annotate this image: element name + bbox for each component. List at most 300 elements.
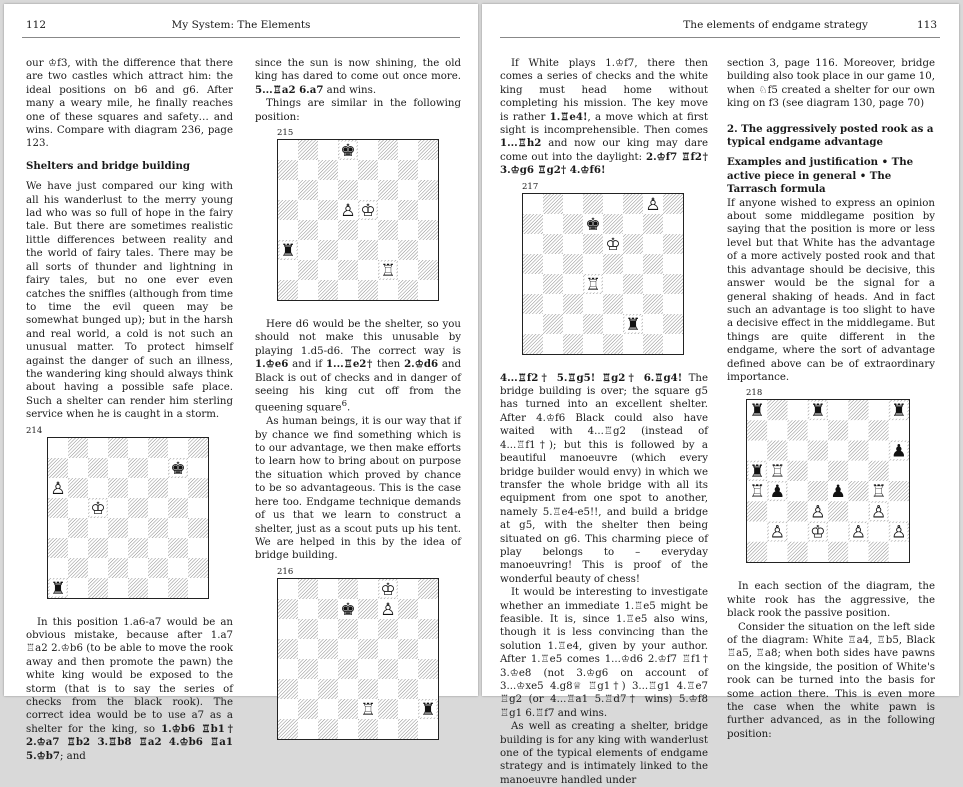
dark-square <box>278 599 298 619</box>
dark-square <box>523 254 543 274</box>
dark-square <box>318 599 338 619</box>
chessboard <box>277 578 439 740</box>
dark-square <box>583 194 603 214</box>
light-square <box>747 441 767 461</box>
white-piece-f8: ♔ <box>380 579 396 600</box>
text: then <box>377 359 405 371</box>
dark-square <box>358 280 378 300</box>
dark-square <box>418 619 438 639</box>
light-square <box>828 441 848 461</box>
dark-square <box>298 220 318 240</box>
light-square <box>378 160 398 180</box>
light-square <box>418 160 438 180</box>
dark-square <box>318 679 338 699</box>
light-square <box>278 659 298 679</box>
light-square <box>808 461 828 481</box>
light-square <box>623 254 643 274</box>
light-square <box>278 699 298 719</box>
dark-square <box>398 160 418 180</box>
dark-square <box>68 518 88 538</box>
dark-square <box>358 240 378 260</box>
dark-square <box>298 619 318 639</box>
light-square <box>148 498 168 518</box>
dark-square <box>623 194 643 214</box>
light-square <box>563 274 583 294</box>
light-square <box>88 558 108 578</box>
light-square <box>318 579 338 599</box>
light-square <box>869 522 889 542</box>
move: 1...♖h2 <box>500 137 542 150</box>
dark-square <box>188 438 208 458</box>
light-square <box>188 538 208 558</box>
dark-square <box>747 421 767 441</box>
paragraph <box>26 616 233 763</box>
light-square <box>378 639 398 659</box>
black-piece-h6: ♟ <box>891 442 907 463</box>
dark-square <box>398 679 418 699</box>
light-square <box>298 200 318 220</box>
dark-square <box>543 234 563 254</box>
white-piece-a4: ♖ <box>749 482 765 503</box>
black-piece-g7: ♚ <box>170 458 186 479</box>
chessboard <box>47 437 209 599</box>
light-square <box>358 579 378 599</box>
dark-square <box>358 160 378 180</box>
move: 2.♔d6 <box>404 358 439 371</box>
dark-square <box>318 200 338 220</box>
dark-square <box>767 400 787 420</box>
dark-square <box>623 274 643 294</box>
light-square <box>643 234 663 254</box>
light-square <box>663 294 683 314</box>
light-square <box>583 334 603 354</box>
left-page <box>4 4 478 762</box>
text: . <box>347 402 351 414</box>
black-piece-h2: ♜ <box>420 699 436 720</box>
diagram-number: 218 <box>746 388 763 399</box>
left-column-1 <box>26 57 233 763</box>
dark-square <box>583 314 603 334</box>
light-square <box>543 334 563 354</box>
dark-square <box>358 599 378 619</box>
dark-square <box>378 220 398 240</box>
light-square <box>418 240 438 260</box>
dark-square <box>563 254 583 274</box>
dark-square <box>563 294 583 314</box>
dark-square <box>418 140 438 160</box>
dark-square <box>603 334 623 354</box>
dark-square <box>68 478 88 498</box>
dark-square <box>128 498 148 518</box>
diagram-217 <box>500 182 708 355</box>
black-piece-d8: ♜ <box>810 401 826 422</box>
light-square <box>318 619 338 639</box>
light-square <box>148 538 168 558</box>
white-piece-f2: ♖ <box>380 261 396 282</box>
light-square <box>523 314 543 334</box>
light-square <box>318 220 338 240</box>
light-square <box>563 314 583 334</box>
light-square <box>563 234 583 254</box>
dark-square <box>278 200 298 220</box>
light-square <box>278 579 298 599</box>
black-piece-b4: ♟ <box>769 482 786 503</box>
light-square <box>418 639 438 659</box>
dark-square <box>338 659 358 679</box>
light-square <box>358 220 378 240</box>
light-square <box>643 314 663 334</box>
paragraph: Things are similar in the following position: <box>255 98 461 123</box>
light-square <box>623 214 643 234</box>
light-square <box>298 280 318 300</box>
black-piece-a8: ♜ <box>749 401 765 422</box>
light-square <box>788 522 808 542</box>
light-square <box>663 334 683 354</box>
light-square <box>278 220 298 240</box>
light-square <box>338 240 358 260</box>
light-square <box>378 200 398 220</box>
move-sequence: 2.♔f7 ♖f2† 3.♔g6 ♖g2† 4.♔f6! <box>500 150 709 177</box>
white-piece-f2: ♙ <box>850 523 867 544</box>
dark-square <box>298 659 318 679</box>
dark-square <box>663 274 683 294</box>
dark-square <box>543 274 563 294</box>
light-square <box>603 274 623 294</box>
light-square <box>543 294 563 314</box>
move: 1...♖e2† <box>325 358 377 371</box>
light-square <box>188 578 208 598</box>
chessboard <box>746 399 910 563</box>
light-square <box>889 542 909 562</box>
light-square <box>378 240 398 260</box>
white-piece-b2: ♙ <box>769 523 786 544</box>
light-square <box>188 498 208 518</box>
dark-square <box>398 599 418 619</box>
light-square <box>278 619 298 639</box>
light-square <box>378 719 398 739</box>
light-square <box>398 180 418 200</box>
light-square <box>338 639 358 659</box>
light-square <box>398 220 418 240</box>
dark-square <box>603 294 623 314</box>
text: Here d6 would be the shelter, so you should not make this unusable by playing 1.d5-d6. The correct way is <box>255 319 461 357</box>
dark-square <box>563 334 583 354</box>
light-square <box>808 542 828 562</box>
page-number: 113 <box>916 19 937 31</box>
light-square <box>603 314 623 334</box>
dark-square <box>603 214 623 234</box>
light-square <box>168 518 188 538</box>
light-square <box>88 478 108 498</box>
light-square <box>583 294 603 314</box>
light-square <box>68 578 88 598</box>
diagram-216 <box>255 567 461 740</box>
dark-square <box>378 140 398 160</box>
light-square <box>869 441 889 461</box>
light-square <box>148 458 168 478</box>
dark-square <box>398 280 418 300</box>
paragraph: It would be interesting to investigate whether an immediate 1.♖e5 might be feasible. It is, since 1.♖e5 also wins, though it is less convincing than the solution 1.♖e4, given by your author. After 1.♖e5 comes 1...♔d6 2.♔f7 ♖f1† 3.♔e8 (not 3.♔g6 on account of 3...♔xe5 4.g8♕ ♖g1†) 3...♖g1 4.♖e7 ♖g2 (or 4...♖a1 5.♖d7† wins) 5.♔f8 ♖g1 6.♖f7 and wins. <box>500 587 708 719</box>
dark-square <box>523 214 543 234</box>
dark-square <box>68 438 88 458</box>
light-square <box>338 280 358 300</box>
paragraph: Consider the situation on the left side of the diagram: White ♖a4, ♖b5, Black ♖a5, ♖a8; when both sides have pawns on the kingside, the position of White's rook can be turned into the basis for some action there. This is even more the case when the white pawn is further advanced, as in the following position: <box>727 621 935 740</box>
dark-square <box>108 478 128 498</box>
dark-square <box>808 441 828 461</box>
paragraph: our ♔f3, with the difference that there are two castles which attract him: the ideal positions on b6 and g6. After many a weary mile, he finally reaches one of these squares and safety… and wins. Compare with diagram 236, page 123. <box>26 58 233 150</box>
diagram-number: 216 <box>277 566 294 577</box>
dark-square <box>278 280 298 300</box>
text: and Black is out of checks and in danger of seeing his king cut off from the queening square <box>255 359 462 414</box>
dark-square <box>398 719 418 739</box>
dark-square <box>543 314 563 334</box>
dark-square <box>338 220 358 240</box>
dark-square <box>128 538 148 558</box>
text: The bridge building is over; the square g5 has turned into an excellent shelter. After 4.♔f6 Black could also have waited with 4...♖g2 (instead of 4...♖f1†); but this is followed by a beautiful manoeuvre (which every bridge builder would envy) in which we transfer the whole bridge with all its equipment from one spot to another, namely 5.♖e4-e5!!, and build a bridge at g5, with the shelter then being situated on g6. This charming piece of play belongs to – everyday manoeuvring! This is proof of the wonderful beauty of chess! <box>500 372 708 585</box>
running-title: The elements of endgame strategy <box>683 19 868 31</box>
dark-square <box>338 619 358 639</box>
black-piece-a3: ♜ <box>280 241 296 262</box>
black-piece-h8: ♜ <box>891 401 907 422</box>
white-piece-e6: ♔ <box>605 234 621 255</box>
dark-square <box>358 679 378 699</box>
dark-square <box>128 578 148 598</box>
light-square <box>398 140 418 160</box>
dark-square <box>418 220 438 240</box>
light-square <box>889 421 909 441</box>
light-square <box>623 294 643 314</box>
dark-square <box>378 619 398 639</box>
dark-square <box>148 478 168 498</box>
dark-square <box>788 421 808 441</box>
light-square <box>848 421 868 441</box>
light-square <box>643 274 663 294</box>
light-square <box>378 679 398 699</box>
light-square <box>788 400 808 420</box>
chessboard <box>277 139 439 301</box>
black-piece-d7: ♚ <box>585 214 601 235</box>
paragraph: As human beings, it is our way that if by chance we find something which is to our advantage, we then make efforts to learn how to bring about on purpose the situation which proved by chance to be so advantageous. This is the case here too. Endgame technique demands of us that we learn to construct a shelter, just as a scout puts up his tent. We are helped in this by the idea of bridge building. <box>255 416 461 562</box>
white-piece-g4: ♖ <box>870 482 887 503</box>
paragraph: section 3, page 116. Moreover, bridge building also took place in our game 10, when ♘f5 created a shelter for our own king on f3 (see diagram 130, page 70) <box>727 58 935 110</box>
light-square <box>663 254 683 274</box>
dark-square <box>88 458 108 478</box>
light-square <box>603 194 623 214</box>
dark-square <box>338 180 358 200</box>
light-square <box>848 542 868 562</box>
dark-square <box>523 334 543 354</box>
light-square <box>563 194 583 214</box>
paragraph: In each section of the diagram, the white rook has the aggressive, the black rook the passive position. <box>727 581 935 620</box>
text: since the sun is now shining, the old king has dared to come out once more. <box>255 58 461 83</box>
dark-square <box>278 679 298 699</box>
dark-square <box>108 558 128 578</box>
section-heading: Shelters and bridge building <box>26 159 191 172</box>
dark-square <box>767 441 787 461</box>
dark-square <box>418 180 438 200</box>
dark-square <box>643 294 663 314</box>
light-square <box>788 481 808 501</box>
paragraph: If anyone wished to express an opinion about some middlegame position by saying that the position is more or less level but that White has the advantage of a more actively posted rook and that this advantage should be decisive, this answer would be the signal for a general shaking of heads. And in fact such an advantage is too slight to have a decisive effect in the middlegame. But things are quite different in the endgame, where the sort of advantage defined above can be of extraordinary importance. <box>727 197 935 383</box>
page-number: 112 <box>26 19 47 31</box>
black-piece-a1: ♜ <box>50 578 66 599</box>
paragraph: We have just compared our king with all his wanderlust to the merry young lad who was so full of hope in the fairy tale. But there are sometimes realistic little differences between reality and the world of fairy tales. There may be all sorts of thunder and lightning in fairy tales, but no one ever even catches the sniffles (although from time to time the evil queen may be somewhat bunged up); but in the harsh and real world, a cold is not such an unusual matter. To protect himself against the danger of such an illness, the wandering king should always think about having a possible safe place. Such a shelter can render him sterling service when he is caught in a storm. <box>26 181 233 421</box>
dark-square <box>869 542 889 562</box>
light-square <box>418 280 438 300</box>
light-square <box>418 719 438 739</box>
light-square <box>523 234 543 254</box>
dark-square <box>788 461 808 481</box>
light-square <box>358 659 378 679</box>
header-rule <box>22 37 460 38</box>
light-square <box>523 274 543 294</box>
right-column-1 <box>500 57 708 787</box>
dark-square <box>188 518 208 538</box>
light-square <box>108 498 128 518</box>
text: and if <box>288 359 326 371</box>
black-piece-d7: ♚ <box>340 599 356 620</box>
text: ; and <box>59 750 86 762</box>
light-square <box>663 214 683 234</box>
dark-square <box>298 140 318 160</box>
light-square <box>88 518 108 538</box>
black-piece-a5: ♜ <box>749 462 765 483</box>
dark-square <box>298 260 318 280</box>
black-piece-f2: ♜ <box>625 314 641 335</box>
dark-square <box>869 461 889 481</box>
paragraph <box>255 57 461 97</box>
light-square <box>889 461 909 481</box>
dark-square <box>338 579 358 599</box>
section-heading: 2. The aggressively posted rook as a typical endgame advantage <box>727 122 934 149</box>
diagram-215 <box>255 128 461 301</box>
dark-square <box>168 498 188 518</box>
light-square <box>188 458 208 478</box>
white-piece-d3: ♙ <box>810 502 826 523</box>
header-rule <box>500 37 940 38</box>
dark-square <box>338 260 358 280</box>
light-square <box>68 538 88 558</box>
left-column-2 <box>255 57 461 748</box>
running-title: My System: The Elements <box>171 19 311 31</box>
light-square <box>298 599 318 619</box>
dark-square <box>603 254 623 274</box>
light-square <box>358 619 378 639</box>
light-square <box>128 558 148 578</box>
diagram-214 <box>26 426 233 599</box>
dark-square <box>848 400 868 420</box>
light-square <box>358 140 378 160</box>
light-square <box>767 421 787 441</box>
dark-square <box>643 214 663 234</box>
dark-square <box>68 558 88 578</box>
move: 1.♔e6 <box>255 358 289 371</box>
dark-square <box>848 481 868 501</box>
dark-square <box>108 518 128 538</box>
light-square <box>168 558 188 578</box>
light-square <box>338 679 358 699</box>
light-square <box>68 458 88 478</box>
dark-square <box>378 180 398 200</box>
light-square <box>583 254 603 274</box>
light-square <box>48 518 68 538</box>
light-square <box>869 400 889 420</box>
text: and wins. <box>323 84 377 96</box>
dark-square <box>148 558 168 578</box>
dark-square <box>108 438 128 458</box>
dark-square <box>398 639 418 659</box>
dark-square <box>828 461 848 481</box>
dark-square <box>148 518 168 538</box>
white-piece-f7: ♙ <box>380 599 396 620</box>
right-column-2 <box>727 57 935 741</box>
dark-square <box>889 481 909 501</box>
dark-square <box>828 421 848 441</box>
dark-square <box>298 699 318 719</box>
paragraph <box>500 372 708 587</box>
light-square <box>338 160 358 180</box>
light-square <box>128 438 148 458</box>
white-piece-b5: ♖ <box>769 462 786 483</box>
dark-square <box>583 234 603 254</box>
light-square <box>298 160 318 180</box>
light-square <box>108 458 128 478</box>
light-square <box>623 334 643 354</box>
light-square <box>828 522 848 542</box>
dark-square <box>643 334 663 354</box>
dark-square <box>378 699 398 719</box>
light-square <box>398 699 418 719</box>
text: If White plays 1.♔f7, there then comes a series of checks and the white king must head home without completing his mission. The key move is rather <box>500 58 708 123</box>
black-piece-d8: ♚ <box>340 141 356 162</box>
text: and now our king may dare come out into the daylight: <box>500 138 708 163</box>
light-square <box>108 538 128 558</box>
paragraph: As well as creating a shelter, bridge building is for any king with wanderlust one of the typical elements of endgame strategy and is intimately linked to the manoeuvre handled under <box>500 721 708 786</box>
diagram-218 <box>727 388 935 563</box>
chessboard <box>522 193 684 355</box>
light-square <box>848 461 868 481</box>
dark-square <box>188 478 208 498</box>
move-sequence: 5...♖a2 6.a7 <box>255 83 324 96</box>
light-square <box>828 400 848 420</box>
light-square <box>398 579 418 599</box>
white-piece-d2: ♔ <box>810 523 826 544</box>
dark-square <box>848 441 868 461</box>
dark-square <box>298 180 318 200</box>
light-square <box>398 619 418 639</box>
move-sequence: 4...♖f2† 5.♖g5! ♖g2† 6.♖g4! <box>500 371 683 384</box>
white-piece-e5: ♔ <box>360 201 376 222</box>
light-square <box>808 421 828 441</box>
light-square <box>298 679 318 699</box>
white-piece-a6: ♙ <box>50 478 66 499</box>
dark-square <box>338 699 358 719</box>
light-square <box>298 719 318 739</box>
light-square <box>378 280 398 300</box>
white-piece-c5: ♔ <box>90 498 106 519</box>
white-piece-d4: ♖ <box>585 274 601 295</box>
light-square <box>168 478 188 498</box>
dark-square <box>48 498 68 518</box>
light-square <box>418 599 438 619</box>
light-square <box>543 254 563 274</box>
light-square <box>298 240 318 260</box>
dark-square <box>88 538 108 558</box>
dark-square <box>623 234 643 254</box>
light-square <box>523 194 543 214</box>
dark-square <box>298 579 318 599</box>
light-square <box>358 180 378 200</box>
